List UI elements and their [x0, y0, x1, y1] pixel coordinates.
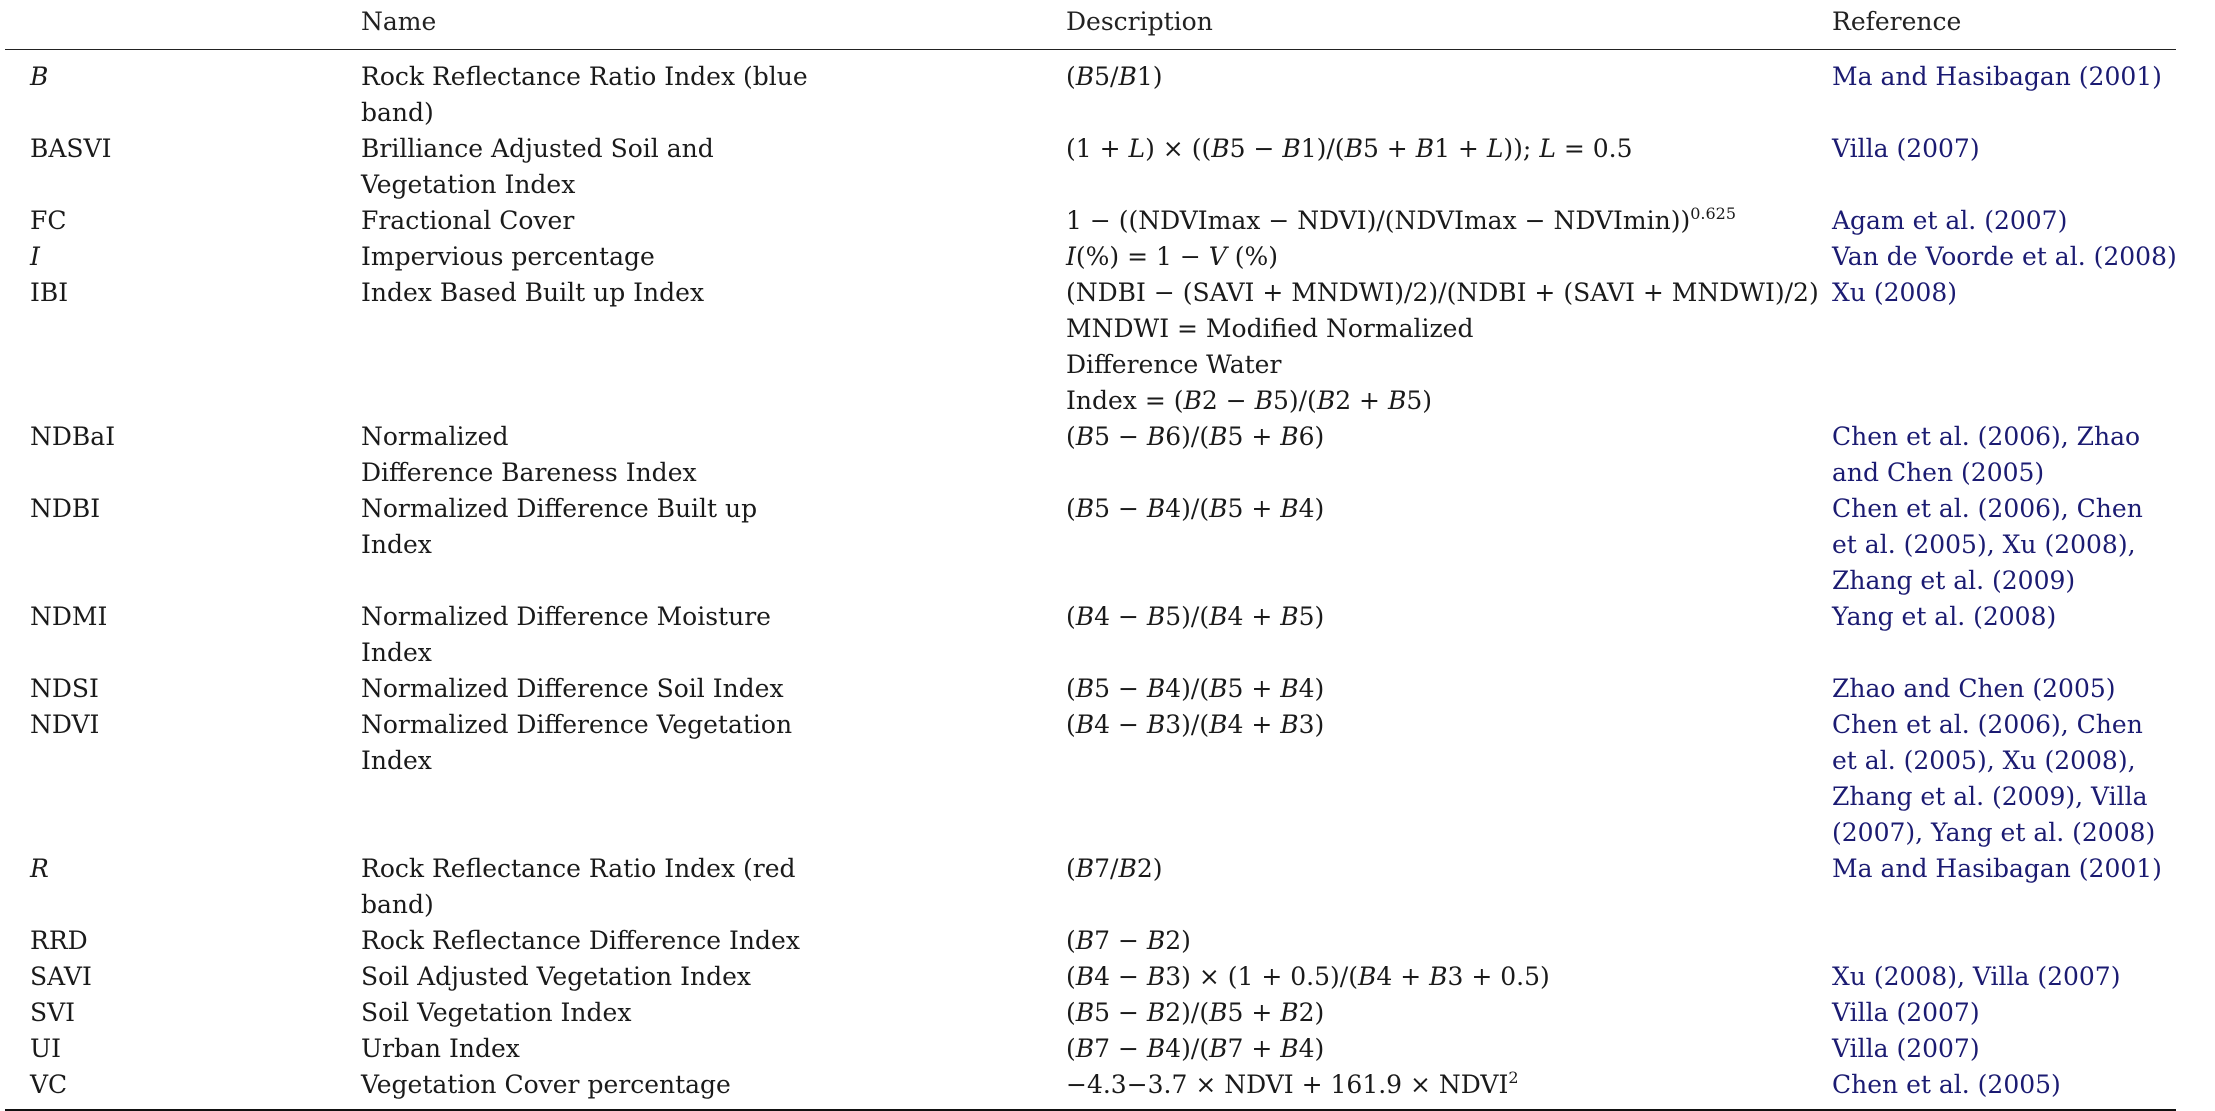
reference-link[interactable]: Chen et al. (2005)	[1832, 1070, 2061, 1099]
reference-link[interactable]: Chen et al. (2006), Zhao	[1832, 422, 2141, 451]
table-row	[5, 1031, 2176, 1067]
index-formula: (B5 − B4)/(B5 + B4)	[1066, 494, 1325, 523]
table-row	[5, 923, 2176, 959]
index-formula: (B4 − B3) × (1 + 0.5)/(B4 + B3 + 0.5)	[1066, 962, 1550, 991]
reference-link[interactable]: Villa (2007)	[1832, 998, 1980, 1027]
spectral-indices-table	[5, 0, 2176, 1111]
index-abbreviation: BASVI	[30, 134, 112, 163]
index-formula: 1 − ((NDVImax − NDVI)/(NDVImax − NDVImin))$^{0.625}$	[1066, 204, 1737, 235]
header-name: Name	[361, 7, 437, 36]
index-abbreviation: FC	[30, 206, 67, 235]
index-reference[interactable]	[1832, 671, 2172, 707]
index-abbreviation: SVI	[30, 998, 76, 1027]
reference-link[interactable]: Zhang et al. (2009)	[1832, 566, 2076, 595]
reference-link[interactable]: Zhao and Chen (2005)	[1832, 674, 2116, 703]
reference-link[interactable]: Xu (2008)	[1832, 278, 1957, 307]
index-name: Index Based Built up Index	[361, 278, 705, 307]
index-reference[interactable]	[1832, 419, 2172, 491]
table-row	[5, 239, 2176, 275]
index-formula: (B7 − B2)	[1066, 926, 1191, 955]
index-name: Normalized Difference Vegetation Index	[361, 710, 793, 775]
reference-link[interactable]: and Chen (2005)	[1832, 458, 2045, 487]
index-reference[interactable]	[1832, 203, 2172, 239]
reference-link[interactable]: Chen et al. (2006), Chen	[1832, 494, 2143, 523]
index-reference[interactable]	[1832, 599, 2172, 635]
index-formula: I(%) = 1 − V (%)	[1066, 242, 1279, 271]
table-row	[5, 203, 2176, 239]
index-abbreviation: NDSI	[30, 674, 99, 703]
table-row	[5, 707, 2176, 851]
table-row	[5, 851, 2176, 923]
index-formula: (B5 − B4)/(B5 + B4)	[1066, 674, 1325, 703]
index-abbreviation: VC	[30, 1070, 68, 1099]
reference-link[interactable]: Villa (2007)	[1832, 1034, 1980, 1063]
index-reference[interactable]	[1832, 1031, 2172, 1067]
index-abbreviation: UI	[30, 1034, 61, 1063]
index-name: Soil Adjusted Vegetation Index	[361, 962, 751, 991]
table-row	[5, 491, 2176, 599]
index-name: Rock Reflectance Ratio Index (red band)	[361, 854, 796, 919]
index-reference[interactable]	[1832, 131, 2172, 167]
table-row	[5, 419, 2176, 491]
index-abbreviation: NDBI	[30, 494, 101, 523]
index-reference[interactable]	[1832, 959, 2172, 995]
index-name: Normalized Difference Soil Index	[361, 674, 784, 703]
index-reference[interactable]	[1832, 491, 2172, 599]
index-reference[interactable]	[1832, 275, 2172, 311]
reference-link[interactable]: Agam et al. (2007)	[1832, 206, 2068, 235]
index-name: Impervious percentage	[361, 242, 655, 271]
index-name: Normalized Difference Built up Index	[361, 494, 758, 559]
index-formula: (B7/B2)	[1066, 854, 1163, 883]
reference-link[interactable]: (2007), Yang et al. (2008)	[1832, 818, 2156, 847]
index-formula: (B4 − B3)/(B4 + B3)	[1066, 710, 1325, 739]
index-name: Rock Reflectance Ratio Index (blue band)	[361, 62, 808, 127]
index-name: Soil Vegetation Index	[361, 998, 632, 1027]
index-name: Urban Index	[361, 1034, 520, 1063]
reference-link[interactable]: Zhang et al. (2009), Villa	[1832, 782, 2148, 811]
table-row	[5, 1067, 2176, 1103]
index-name: Normalized Difference Bareness Index	[361, 422, 697, 487]
reference-link[interactable]: et al. (2005), Xu (2008),	[1832, 746, 2136, 775]
reference-link[interactable]: et al. (2005), Xu (2008),	[1832, 530, 2136, 559]
index-reference[interactable]	[1832, 1067, 2172, 1103]
index-formula: (1 + L) × ((B5 − B1)/(B5 + B1 + L)); L = 0.5	[1066, 134, 1633, 163]
header-reference: Reference	[1832, 7, 1962, 36]
table-row	[5, 671, 2176, 707]
reference-link[interactable]: Van de Voorde et al. (2008)	[1832, 242, 2177, 271]
table-body	[5, 50, 2176, 1111]
index-abbreviation: R	[30, 854, 49, 883]
reference-link[interactable]: Yang et al. (2008)	[1832, 602, 2057, 631]
table-row	[5, 959, 2176, 995]
index-reference[interactable]	[1832, 851, 2172, 887]
index-name: Brilliance Adjusted Soil and Vegetation Index	[361, 134, 714, 199]
table-row	[5, 995, 2176, 1031]
reference-link[interactable]: Chen et al. (2006), Chen	[1832, 710, 2143, 739]
index-abbreviation: NDBaI	[30, 422, 116, 451]
table-row	[5, 59, 2176, 131]
index-reference[interactable]	[1832, 59, 2172, 95]
index-reference[interactable]	[1832, 995, 2172, 1031]
index-formula: (NDBI − (SAVI + MNDWI)/2)/(NDBI + (SAVI + MNDWI)/2) MNDWI = Modified Normalized Difference Water Index = (B2 − B5)/(B2 + B5)	[1066, 278, 1819, 415]
index-reference[interactable]	[1832, 707, 2172, 851]
header-description: Description	[1066, 7, 1213, 36]
reference-link[interactable]: Xu (2008), Villa (2007)	[1832, 962, 2121, 991]
index-reference[interactable]	[1832, 239, 2177, 275]
reference-link[interactable]: Ma and Hasibagan (2001)	[1832, 62, 2162, 91]
index-formula: −4.3−3.7 × NDVI + $161.9 \times NDVI^2$	[1066, 1068, 1519, 1099]
index-formula: (B5 − B2)/(B5 + B2)	[1066, 998, 1325, 1027]
index-name: Vegetation Cover percentage	[361, 1070, 731, 1099]
index-name: Normalized Difference Moisture Index	[361, 602, 771, 667]
index-formula: (B5/B1)	[1066, 62, 1163, 91]
index-abbreviation: I	[30, 242, 40, 271]
index-formula: (B4 − B5)/(B4 + B5)	[1066, 602, 1325, 631]
table-header-row	[5, 0, 2176, 50]
index-name: Rock Reflectance Difference Index	[361, 926, 800, 955]
reference-link[interactable]: Villa (2007)	[1832, 134, 1980, 163]
index-abbreviation: NDVI	[30, 710, 100, 739]
table-row	[5, 599, 2176, 671]
table-row	[5, 275, 2176, 419]
index-abbreviation: RRD	[30, 926, 88, 955]
index-formula: (B5 − B6)/(B5 + B6)	[1066, 422, 1325, 451]
index-abbreviation: B	[30, 62, 49, 91]
reference-link[interactable]: Ma and Hasibagan (2001)	[1832, 854, 2162, 883]
index-abbreviation: SAVI	[30, 962, 92, 991]
index-abbreviation: IBI	[30, 278, 69, 307]
index-name: Fractional Cover	[361, 206, 575, 235]
index-formula: (B7 − B4)/(B7 + B4)	[1066, 1034, 1325, 1063]
index-abbreviation: NDMI	[30, 602, 108, 631]
table-row	[5, 131, 2176, 203]
